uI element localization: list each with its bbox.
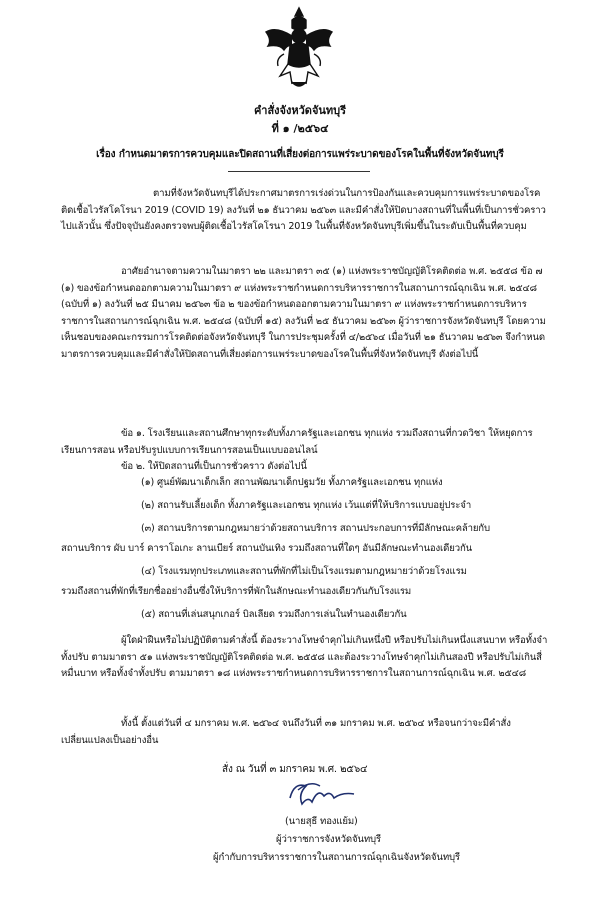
clause-2-item-1: (๑) ศูนย์พัฒนาเด็กเล็ก สถานพัฒนาเด็กปฐมวัย ทั้งภาครัฐและเอกชน ทุกแห่ง — [141, 477, 443, 488]
handwritten-signature-icon — [284, 776, 358, 812]
signer-emergency-role: ผู้กำกับการบริหารราชการในสถานการณ์ฉุกเฉินจังหวัดจันทบุรี — [213, 852, 460, 863]
clause-2-item-5: (๕) สถานที่เล่นสนุกเกอร์ บิลเลียด รวมถึงการเล่นในทำนองเดียวกัน — [141, 609, 407, 620]
effective-paragraph: ทั้งนี้ ตั้งแต่วันที่ ๔ มกราคม พ.ศ. ๒๕๖๔ จนถึงวันที่ ๓๑ มกราคม พ.ศ. ๒๕๖๔ หรือจนกว่าจะมีคำสั่งเปลี่ยนแปลงเป็นอย่างอื่น — [61, 718, 511, 746]
order-subject: เรื่อง กำหนดมาตรการควบคุมและปิดสถานที่เสี่ยงต่อการแพร่ระบาดของโรคในพื้นที่จังหวัดจันทบุรี — [96, 149, 504, 160]
authority-paragraph: อาศัยอำนาจตามความในมาตรา ๒๒ และมาตรา ๓๕ (๑) แห่งพระราชบัญญัติโรคติดต่อ พ.ศ. ๒๕๕๘ ข้อ ๗ (๑) ของข้อกำหนดออกตามความในมาตรา ๙ แห่งพระราชกำหนดการบริหารราชการในสถานการณ์ฉุกเฉิน พ.ศ. ๒๕๔๘ (ฉบับที่ ๑) ลงวันที่ ๒๕ มีนาคม ๒๕๖๓ ข้อ ๒ ของข้อกำหนดออกตามความในมาตรา ๙ แห่งพระราชกำหนดการบริหารราชการในสถานการณ์ฉุกเฉิน พ.ศ. ๒๕๔๘ (ฉบับที่ ๑๕) ลงวันที่ ๒๕ ธันวาคม ๒๕๖๓ ผู้ว่าราชการจังหวัดจันทบุรี โดยความเห็นชอบของคณะกรรมการโรคติดต่อจังหวัดจันทบุรี ในการประชุมครั้งที่ ๔/๒๕๖๔ เมื่อวันที่ ๒๑ ธันวาคม ๒๕๖๓ จึงกำหนดมาตรการควบคุมและมีคำสั่งให้ปิดสถานที่เสี่ยงต่อการแพร่ระบาดของโรคในพื้นที่จังหวัดจันทบุรี ดังต่อไปนี้ — [61, 266, 546, 360]
clause-1: ข้อ ๑. โรงเรียนและสถานศึกษาทุกระดับทั้งภาครัฐและเอกชน ทุกแห่ง รวมถึงสถานที่กวดวิชา ให้หยุดการเรียนการสอน หรือปรับรูปแบบการเรียนการสอนเป็นแบบออนไลน์ — [61, 428, 533, 456]
signer-name: (นายสุธี ทองแย้ม) — [285, 816, 358, 827]
order-number: ที่ ๑ /๒๕๖๔ — [271, 122, 329, 135]
clause-2-item-4: (๔) โรงแรมทุกประเภทและสถานที่พักที่ไม่เป็นโรงแรมตามกฎหมายว่าด้วยโรงแรม — [141, 566, 467, 577]
divider — [228, 171, 370, 172]
garuda-emblem-icon — [262, 6, 336, 90]
clause-2: ข้อ ๒. ให้ปิดสถานที่เป็นการชั่วคราว ดังต่อไปนี้ — [121, 461, 307, 472]
signer-position: ผู้ว่าราชการจังหวัดจันทบุรี — [276, 834, 381, 845]
signed-date: สั่ง ณ วันที่ ๓ มกราคม พ.ศ. ๒๕๖๔ — [222, 764, 368, 775]
clause-2-item-3: (๓) สถานบริการตามกฎหมายว่าด้วยสถานบริการ สถานประกอบการที่มีลักษณะคล้ายกับ — [141, 523, 490, 534]
clause-2-item-2: (๒) สถานรับเลี้ยงเด็ก ทั้งภาครัฐและเอกชน ทุกแห่ง เว้นแต่ที่ให้บริการแบบอยู่ประจำ — [141, 500, 472, 511]
clause-2-item-4-cont: รวมถึงสถานที่พักที่เรียกชื่ออย่างอื่นซึ่งให้บริการที่พักในลักษณะทำนองเดียวกันกับโรงแรม — [61, 586, 412, 597]
penalty-paragraph: ผู้ใดฝ่าฝืนหรือไม่ปฏิบัติตามคำสั่งนี้ ต้องระวางโทษจำคุกไม่เกินหนึ่งปี หรือปรับไม่เกินหนึ่งแสนบาท หรือทั้งจำทั้งปรับ ตามมาตรา ๕๑ แห่งพระราชบัญญัติโรคติดต่อ พ.ศ. ๒๕๕๘ และต้องระวางโทษจำคุกไม่เกินสองปี หรือปรับไม่เกินสี่หมื่นบาท หรือทั้งจำทั้งปรับ ตามมาตรา ๑๘ แห่งพระราชกำหนดการบริหารราชการในสถานการณ์ฉุกเฉิน พ.ศ. ๒๕๔๘ — [61, 635, 548, 680]
clause-2-item-3-cont: สถานบริการ ผับ บาร์ คาราโอเกะ ลานเบียร์ สถานบันเทิง รวมถึงสถานที่ใดๆ อันมีลักษณะทำนองเดียวกัน — [61, 543, 473, 554]
order-title: คำสั่งจังหวัดจันทบุรี — [253, 104, 347, 117]
preamble-paragraph: ตามที่จังหวัดจันทบุรีได้ประกาศมาตรการเร่งด่วนในการป้องกันและควบคุมการแพร่ระบาดของโรคติดเชื้อไวรัสโคโรนา 2019 (COVID 19) ลงวันที่ ๒๑ ธันวาคม ๒๕๖๓ และมีคำสั่งให้ปิดบางสถานที่ในพื้นที่เป็นการชั่วคราวไปแล้วนั้น ซึ่งปัจจุบันยังคงตรวจพบผู้ติดเชื้อไวรัสโคโรนา 2019 ในพื้นที่จังหวัดจันทบุรีเพิ่มขึ้นในระดับเป็นพื้นที่ควบคุม — [61, 188, 546, 233]
